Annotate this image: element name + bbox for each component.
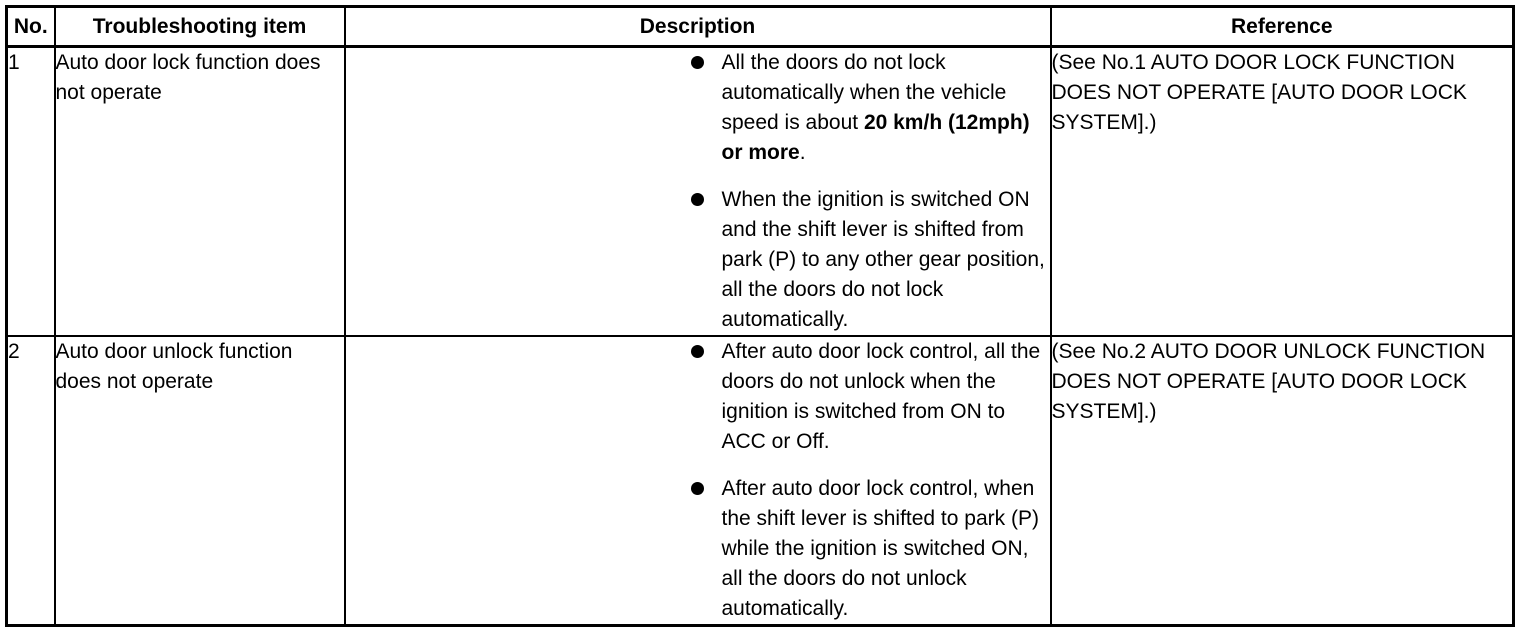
- description-bullet: [346, 474, 1050, 624]
- reference-cell: (See No.2 AUTO DOOR UNLOCK FUNCTION DOES NOT OPERATE [AUTO DOOR LOCK SYSTEM].): [1051, 336, 1514, 626]
- header-row: [7, 7, 1514, 47]
- bullet-text-end: .: [799, 141, 806, 164]
- description-bullet: [346, 185, 1050, 335]
- table-row: [7, 47, 1514, 337]
- bullet-icon: [691, 482, 704, 495]
- troubleshooting-item: Auto door unlock function does not operate: [55, 336, 345, 626]
- description-list: [346, 48, 1050, 335]
- reference-cell: (See No.1 AUTO DOOR LOCK FUNCTION DOES NOT OPERATE [AUTO DOOR LOCK SYSTEM].): [1051, 47, 1514, 337]
- description-cell: [345, 47, 1051, 337]
- description-bullet: [346, 337, 1050, 457]
- table-row: [7, 336, 1514, 626]
- bullet-text: After auto door lock control, when the shift lever is shifted to park (P) while the ignition is switched ON, all the doors do not unlock automatically.: [721, 477, 1039, 620]
- header-reference: Reference: [1051, 7, 1514, 47]
- header-troubleshooting-item: Troubleshooting item: [55, 7, 345, 47]
- bullet-text: All the doors do not lock automatically when the vehicle speed is about: [721, 51, 1007, 134]
- header-description: Description: [345, 7, 1051, 47]
- description-cell: [345, 336, 1051, 626]
- troubleshooting-item: Auto door lock function does not operate: [55, 47, 345, 337]
- description-bullet: [346, 48, 1050, 168]
- document-page: [5, 5, 1512, 620]
- bullet-icon: [691, 56, 704, 69]
- bullet-text: After auto door lock control, all the doors do not unlock when the ignition is switched from ON to ACC or Off.: [721, 340, 1041, 453]
- bullet-bold-text: 20 km/h (12mph) or more: [721, 111, 1030, 164]
- header-no: No.: [7, 7, 55, 47]
- troubleshooting-table: [5, 5, 1515, 627]
- bullet-icon: [691, 345, 704, 358]
- row-number: 2: [7, 336, 55, 626]
- row-number: 1: [7, 47, 55, 337]
- bullet-text: When the ignition is switched ON and the shift lever is shifted from park (P) to any other gear position, all the doors do not lock automatically.: [721, 188, 1045, 331]
- bullet-icon: [691, 193, 704, 206]
- description-list: [346, 337, 1050, 624]
